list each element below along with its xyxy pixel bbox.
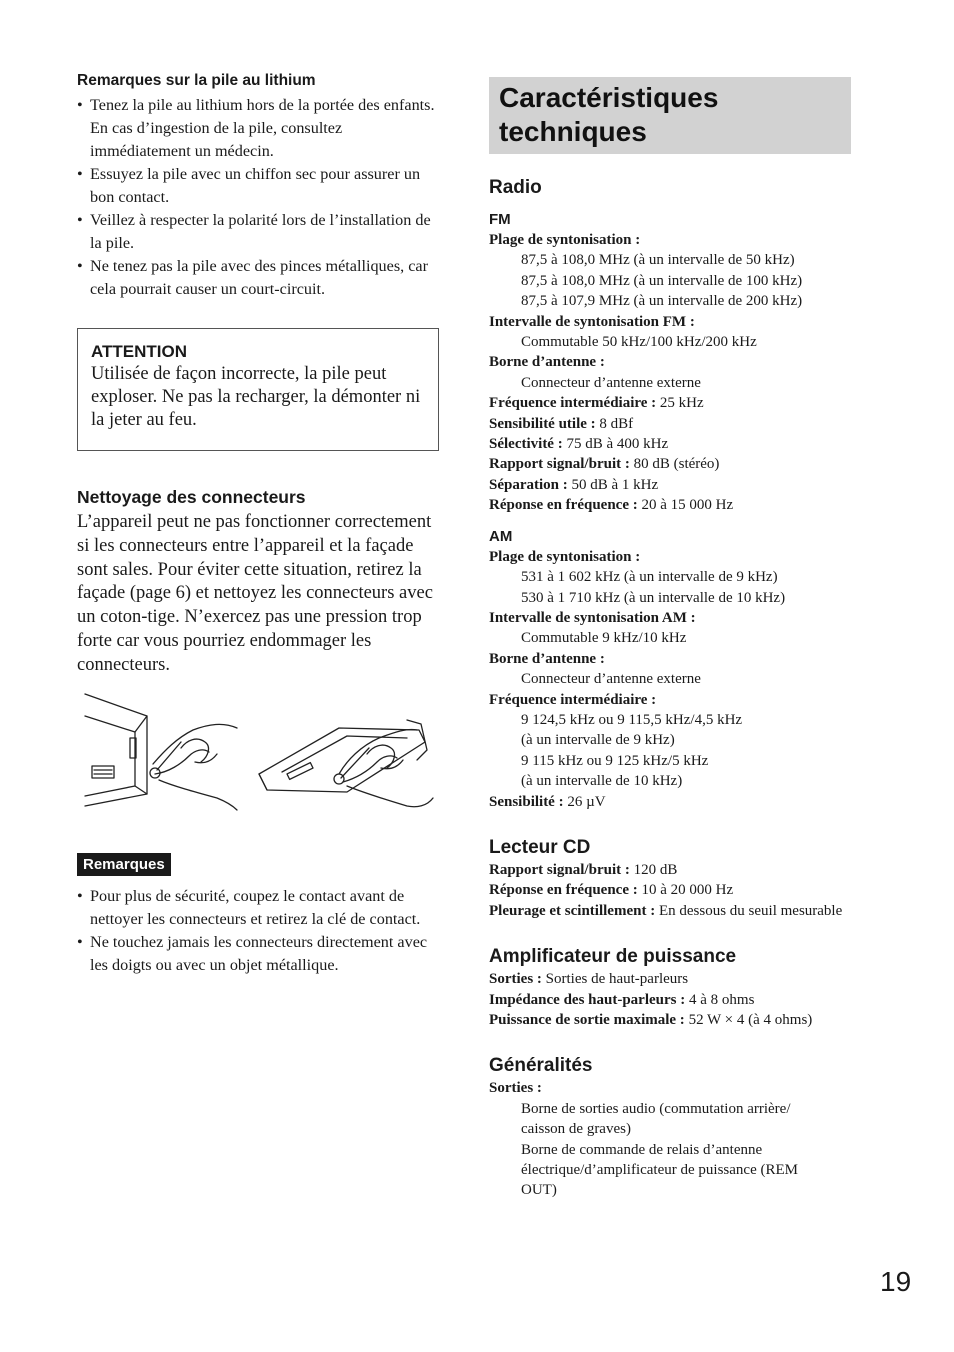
spec-label: Rapport signal/bruit : (489, 456, 630, 473)
spec-row (489, 475, 851, 495)
notes-badge: Remarques (77, 853, 171, 876)
spec-value: 20 à 15 000 Hz (637, 497, 734, 514)
spec-value: Sorties de haut-parleurs (541, 971, 689, 988)
cleaning-text: L’appareil peut ne pas fonctionner correctement si les connecteurs entre l’appareil et la façade sont sales. Pour éviter cette situation, retirez la façade (page 6) et nettoyez les connecteurs avec un coton-tige. N’exercez pas une pression trop forte car vous pourriez endommager les connecteurs. (77, 512, 433, 675)
spec-value: Borne de commande de relais d’antenne électrique/d’amplificateur de puissance (REM OUT) (521, 1141, 798, 1199)
spec-value: 87,5 à 108,0 MHz (à un intervalle de 100 kHz) (521, 272, 803, 289)
spec-row (489, 969, 851, 989)
spec-row (489, 880, 851, 900)
list-item: • Pour plus de sécurité, coupez le contact avant de nettoyer les connecteurs et retirez la clé de contact. (77, 885, 439, 931)
notes-list (77, 885, 439, 977)
spec-label: Sensibilité utile : (489, 415, 596, 432)
general-specs (489, 1078, 851, 1200)
list-item: • Ne touchez jamais les connecteurs directement avec les doigts ou avec un objet métallique. (77, 931, 439, 977)
spec-row (489, 393, 851, 413)
spec-row (489, 792, 851, 812)
spec-label: Borne d’antenne : (489, 354, 605, 371)
spec-value: 87,5 à 107,9 MHz (à un intervalle de 200 kHz) (521, 293, 803, 310)
spec-value: 10 à 20 000 Hz (637, 882, 734, 899)
attention-box (77, 328, 439, 451)
connector-cleaning-illustration (77, 690, 439, 812)
spec-value: Commutable 9 kHz/10 kHz (521, 630, 687, 647)
fm-specs (489, 230, 851, 516)
page-number: 19 (880, 1266, 912, 1297)
spec-row (489, 860, 851, 880)
spec-value: 80 dB (stéréo) (629, 456, 720, 473)
cd-specs (489, 860, 851, 921)
list-item: • Ne tenez pas la pile avec des pinces métalliques, car cela pourrait causer un court-circuit. (77, 255, 439, 301)
spec-label: Fréquence intermédiaire : (489, 395, 657, 412)
spec-label: Impédance des haut-parleurs : (489, 991, 686, 1008)
am-specs (489, 547, 851, 812)
left-column (77, 72, 439, 977)
spec-label: Sorties : (489, 1080, 542, 1097)
am-heading: AM (489, 527, 513, 545)
spec-value: 25 kHz (656, 395, 704, 412)
spec-value: 8 dBf (595, 415, 634, 432)
battery-notes-list (77, 94, 439, 301)
spec-row (489, 495, 851, 515)
spec-label: Plage de syntonisation : (489, 548, 641, 565)
radio-heading: Radio (489, 177, 542, 198)
amp-heading: Amplificateur de puissance (489, 946, 737, 968)
spec-value: 4 à 8 ohms (685, 991, 755, 1008)
cd-heading: Lecteur CD (489, 836, 591, 858)
spec-value: 52 W × 4 (à 4 ohms) (684, 1012, 813, 1028)
list-item: • Veillez à respecter la polarité lors de l’installation de la pile. (77, 209, 439, 255)
list-item: • Essuyez la pile avec un chiffon sec pour assurer un bon contact. (77, 163, 439, 209)
spec-value: Connecteur d’antenne externe (521, 671, 701, 688)
spec-row (489, 454, 851, 474)
spec-row (489, 990, 851, 1010)
spec-label: Séparation : (489, 476, 568, 493)
spec-label: Réponse en fréquence : (489, 882, 638, 899)
spec-label: Puissance de sortie maximale : (489, 1012, 685, 1028)
amp-specs (489, 969, 851, 1030)
spec-value: Commutable 50 kHz/100 kHz/200 kHz (521, 334, 757, 351)
spec-label: Sélectivité : (489, 436, 563, 453)
spec-row (489, 1010, 851, 1030)
battery-notes-heading: Remarques sur la pile au lithium (77, 72, 316, 89)
spec-label: Borne d’antenne : (489, 650, 605, 667)
spec-value: Borne de sorties audio (commutation arrière/ caisson de graves) (521, 1100, 791, 1138)
spec-label: Fréquence intermédiaire : (489, 691, 657, 708)
spec-value: 9 115 kHz ou 9 125 kHz/5 kHz (521, 752, 709, 769)
fm-heading: FM (489, 211, 511, 228)
attention-title: ATTENTION (91, 342, 188, 361)
spec-label: Intervalle de syntonisation FM : (489, 313, 695, 330)
spec-value: 530 à 1 710 kHz (à un intervalle de 10 kHz) (521, 589, 786, 606)
spec-value: 75 dB à 400 kHz (562, 436, 669, 453)
spec-value: 50 dB à 1 kHz (567, 476, 659, 493)
title-box (489, 77, 851, 154)
spec-label: Rapport signal/bruit : (489, 861, 630, 878)
page-title: Caractéristiques techniques (499, 82, 719, 147)
right-column (489, 77, 851, 1201)
spec-label: Plage de syntonisation : (489, 232, 641, 248)
spec-value: 531 à 1 602 kHz (à un intervalle de 9 kHz) (521, 569, 778, 586)
spec-row (489, 434, 851, 454)
spec-value: 87,5 à 108,0 MHz (à un intervalle de 50 kHz) (521, 252, 795, 269)
spec-value: (à un intervalle de 9 kHz) (521, 732, 675, 749)
spec-row (489, 414, 851, 434)
attention-text: Utilisée de façon incorrecte, la pile peut exploser. Ne pas la recharger, la démonter ni la jeter au feu. (91, 364, 421, 430)
spec-label: Sensibilité : (489, 793, 564, 810)
spec-value: 26 µV (563, 793, 606, 810)
spec-label: Réponse en fréquence : (489, 497, 638, 514)
spec-row (489, 901, 851, 921)
list-item: • Tenez la pile au lithium hors de la portée des enfants. En cas d’ingestion de la pile, consultez immédiatement un médecin. (77, 94, 439, 163)
cleaning-heading: Nettoyage des connecteurs (77, 487, 306, 507)
spec-value: 9 124,5 kHz ou 9 115,5 kHz/4,5 kHz (521, 711, 743, 728)
spec-value: Connecteur d’antenne externe (521, 374, 701, 391)
spec-value: (à un intervalle de 10 kHz) (521, 773, 683, 790)
spec-label: Pleurage et scintillement : (489, 902, 656, 919)
spec-label: Sorties : (489, 971, 542, 988)
general-heading: Généralités (489, 1055, 593, 1077)
spec-value: En dessous du seuil mesurable (655, 902, 843, 919)
spec-value: 120 dB (629, 861, 678, 878)
spec-label: Intervalle de syntonisation AM : (489, 609, 696, 626)
